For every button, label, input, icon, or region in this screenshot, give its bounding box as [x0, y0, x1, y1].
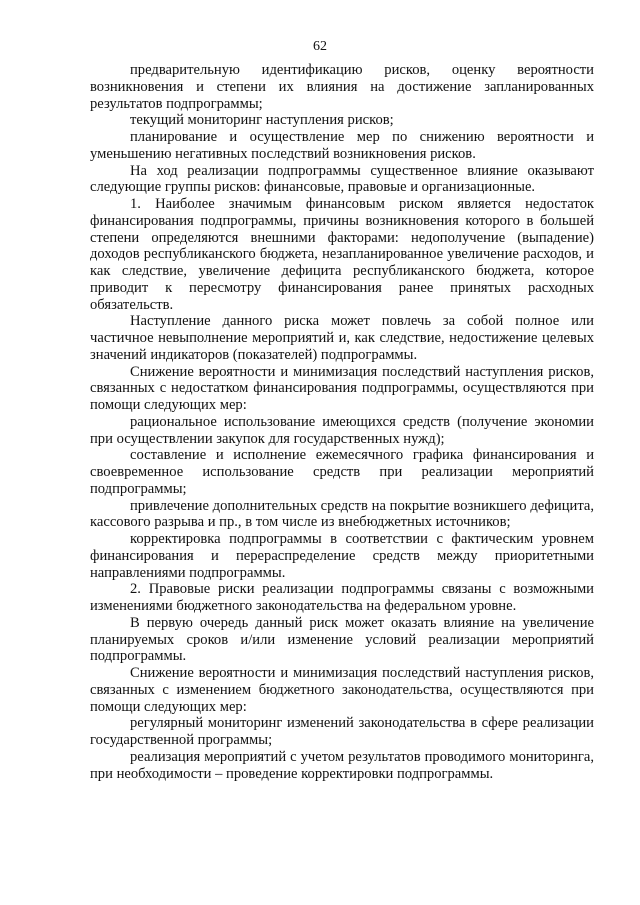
paragraph: рациональное использование имеющихся средств (получение экономии при осуществлении закупок для государственных нужд); [90, 413, 594, 447]
paragraph: На ход реализации подпрограммы существенное влияние оказывают следующие группы рисков: финансовые, правовые и организационные. [90, 162, 594, 196]
paragraph: регулярный мониторинг изменений законодательства в сфере реализации государственной программы; [90, 715, 594, 748]
paragraph: привлечение дополнительных средств на покрытие возникшего дефицита, кассового разрыва и пр., в том числе из внебюджетных источников; [90, 497, 594, 531]
paragraph: 2. Правовые риски реализации подпрограммы связаны с возможными изменениями бюджетного законодательства на федеральном уровне. [90, 581, 594, 614]
page-number: 62 [313, 39, 327, 54]
body-text [90, 62, 594, 782]
paragraph: планирование и осуществление мер по снижению вероятности и уменьшению негативных последствий возникновения рисков. [90, 129, 594, 162]
paragraph: предварительную идентификацию рисков, оценку вероятности возникновения и степени их влияния на достижение запланированных результатов подпрограммы; [90, 62, 594, 112]
paragraph: реализация мероприятий с учетом результатов проводимого мониторинга, при необходимости – проведение корректировки подпрограммы. [90, 748, 594, 782]
paragraph: Снижение вероятности и минимизация последствий наступления рисков, связанных с недостатком финансирования подпрограммы, осуществляются при помощи следующих мер: [90, 363, 594, 413]
paragraph: корректировка подпрограммы в соответствии с фактическим уровнем финансирования и перераспределение средств между приоритетными направлениями подпрограммы. [90, 531, 594, 581]
paragraph: Наступление данного риска может повлечь за собой полное или частичное невыполнение мероприятий и, как следствие, недостижение целевых значений индикаторов (показателей) подпрограммы. [90, 313, 594, 363]
paragraph: 1. Наиболее значимым финансовым риском является недостаток финансирования подпрограммы, причины возникновения которого в большей степени определяются внешними факторами: недополучение (выпадение) доходов республиканского бюджета, незапланированное увеличение расходов, и как следствие, увеличение дефицита республиканского бюджета, которое приводит к пересмотру финансирования ранее принятых расходных обязательств. [90, 196, 594, 313]
paragraph: В первую очередь данный риск может оказать влияние на увеличение планируемых сроков и/или изменение условий реализации мероприятий подпрограммы. [90, 614, 594, 665]
paragraph: Снижение вероятности и минимизация последствий наступления рисков, связанных с изменением бюджетного законодательства, осуществляются при помощи следующих мер: [90, 665, 594, 715]
paragraph: текущий мониторинг наступления рисков; [130, 112, 394, 129]
paragraph: составление и исполнение ежемесячного графика финансирования и своевременное использование средств при реализации мероприятий подпрограммы; [90, 447, 594, 497]
